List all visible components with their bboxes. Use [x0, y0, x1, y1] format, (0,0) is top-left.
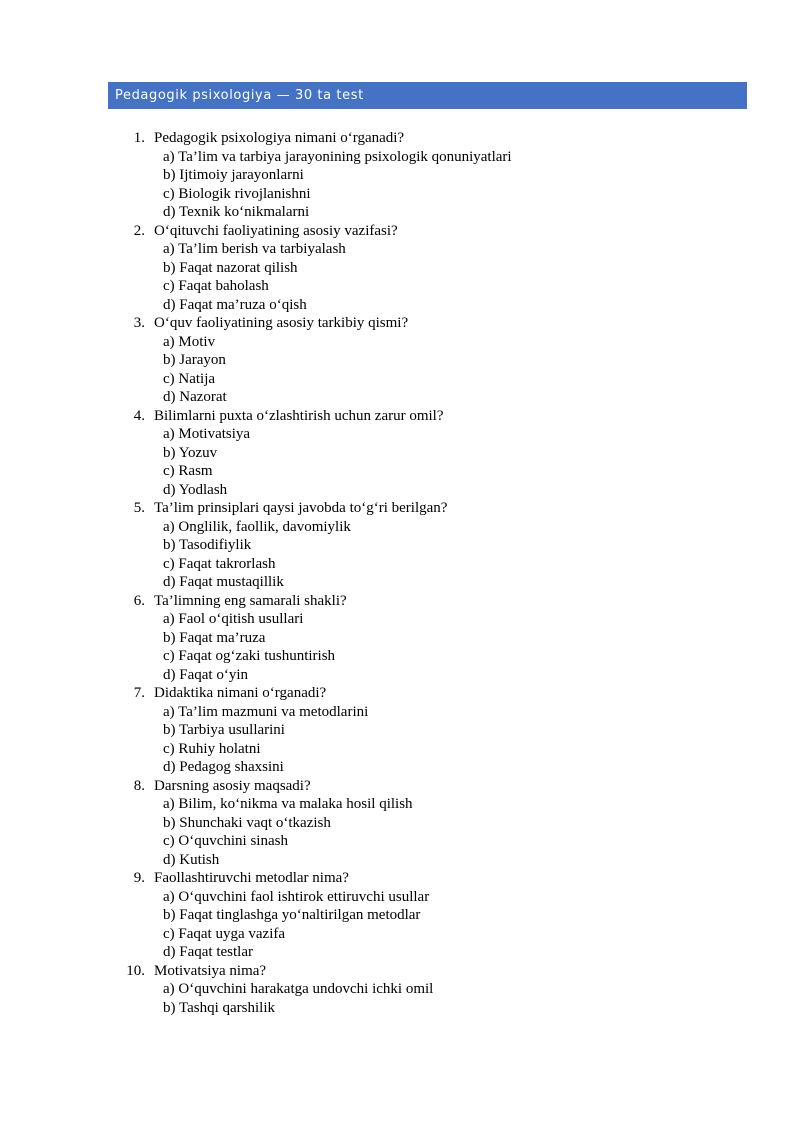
question-text: O‘qituvchi faoliyatining asosiy vazifasi?	[154, 222, 398, 239]
question-item	[0, 314, 800, 407]
question-text: Didaktika nimani o‘rganadi?	[154, 685, 327, 701]
question-number: 9.	[133, 870, 145, 886]
question-item	[0, 592, 800, 685]
answer-option: c) Faqat baholash	[163, 278, 269, 294]
answer-option: a) Faol o‘qitish usullari	[163, 611, 304, 627]
question-line	[0, 869, 800, 888]
answer-options	[0, 425, 800, 499]
answer-option: b) Tasodifiylik	[163, 537, 252, 553]
question-line	[0, 592, 800, 611]
answer-option: a) Onglilik, faollik, davomiylik	[163, 518, 351, 535]
answer-option: c) Faqat uyga vazifa	[163, 925, 286, 942]
question-line	[0, 129, 800, 148]
answer-options	[0, 333, 800, 407]
answer-option: d) Texnik ko‘nikmalarni	[163, 204, 310, 220]
question-line	[0, 777, 800, 796]
answer-option: d) Faqat o‘yin	[163, 666, 248, 683]
answer-option: c) Faqat og‘zaki tushuntirish	[163, 648, 336, 664]
question-list	[0, 129, 800, 1017]
answer-option: d) Yodlash	[163, 481, 228, 498]
answer-option: b) Tarbiya usullarini	[163, 722, 285, 738]
answer-option: d) Nazorat	[163, 389, 227, 405]
answer-options	[0, 240, 800, 314]
question-text: Motivatsiya nima?	[154, 962, 267, 979]
question-number: 8.	[133, 777, 145, 794]
question-number: 2.	[133, 222, 145, 239]
answer-options	[0, 148, 800, 222]
answer-option: c) Natija	[163, 370, 216, 387]
question-text: Ta’limning eng samarali shakli?	[154, 592, 347, 609]
question-line	[0, 684, 800, 703]
question-item	[0, 129, 800, 222]
answer-option: d) Kutish	[163, 851, 220, 868]
question-line	[0, 314, 800, 333]
question-text: Bilimlarni puxta o‘zlashtirish uchun zarur omil?	[154, 407, 444, 424]
question-text: Darsning asosiy maqsadi?	[154, 777, 311, 794]
question-text: Pedagogik psixologiya nimani o‘rganadi?	[154, 130, 405, 146]
answer-option: a) Ta’lim berish va tarbiyalash	[163, 241, 346, 257]
answer-options	[0, 610, 800, 684]
question-item	[0, 777, 800, 870]
answer-option: c) Ruhiy holatni	[163, 740, 261, 757]
answer-options	[0, 518, 800, 592]
question-item	[0, 407, 800, 500]
question-item	[0, 222, 800, 315]
question-number: 5.	[133, 500, 145, 516]
answer-option: a) O‘quvchini harakatga undovchi ichki omil	[163, 981, 434, 997]
question-number: 3.	[133, 315, 145, 331]
answer-option: a) O‘quvchini faol ishtirok ettiruvchi usullar	[163, 888, 430, 905]
question-number: 4.	[133, 407, 145, 424]
question-line	[0, 499, 800, 518]
answer-option: b) Faqat ma’ruza	[163, 629, 266, 646]
answer-option: d) Faqat testlar	[163, 944, 253, 960]
question-line	[0, 407, 800, 426]
answer-option: a) Bilim, ko‘nikma va malaka hosil qilish	[163, 796, 413, 812]
section-title: Pedagogik psixologiya — 30 ta test	[115, 88, 364, 103]
question-line	[0, 962, 800, 981]
question-text: Faollashtiruvchi metodlar nima?	[154, 870, 349, 886]
question-item	[0, 499, 800, 592]
answer-option: c) O‘quvchini sinash	[163, 833, 288, 849]
answer-option: b) Jarayon	[163, 352, 226, 368]
answer-option: c) Faqat takrorlash	[163, 555, 276, 572]
answer-option: a) Ta’lim va tarbiya jarayonining psixologik qonuniyatlari	[163, 148, 512, 165]
answer-options	[0, 888, 800, 962]
question-item	[0, 962, 800, 1018]
question-number: 7.	[133, 685, 145, 701]
question-text: O‘quv faoliyatining asosiy tarkibiy qismi?	[154, 315, 409, 331]
question-item	[0, 684, 800, 777]
answer-option: a) Motiv	[163, 333, 216, 350]
question-number: 6.	[133, 592, 145, 609]
answer-option: c) Biologik rivojlanishni	[163, 185, 311, 202]
question-text: Ta’lim prinsiplari qaysi javobda to‘g‘ri berilgan?	[154, 500, 448, 516]
answer-option: b) Faqat tinglashga yo‘naltirilgan metodlar	[163, 907, 421, 923]
answer-option: b) Ijtimoiy jarayonlarni	[163, 167, 304, 183]
answer-option: b) Tashqi qarshilik	[163, 999, 275, 1016]
answer-option: b) Faqat nazorat qilish	[163, 259, 298, 276]
answer-option: b) Shunchaki vaqt o‘tkazish	[163, 814, 331, 831]
answer-option: d) Faqat ma’ruza o‘qish	[163, 296, 307, 313]
answer-option: a) Ta’lim mazmuni va metodlarini	[163, 703, 369, 720]
answer-option: d) Faqat mustaqillik	[163, 574, 284, 590]
answer-options	[0, 980, 800, 1017]
question-line	[0, 222, 800, 241]
answer-options	[0, 795, 800, 869]
answer-option: d) Pedagog shaxsini	[163, 759, 284, 775]
question-number: 10.	[126, 962, 145, 979]
answer-option: c) Rasm	[163, 463, 213, 479]
question-item	[0, 869, 800, 962]
question-number: 1.	[133, 130, 145, 146]
answer-options	[0, 703, 800, 777]
answer-option: a) Motivatsiya	[163, 426, 251, 442]
section-header-bar	[108, 82, 747, 109]
answer-option: b) Yozuv	[163, 444, 218, 461]
